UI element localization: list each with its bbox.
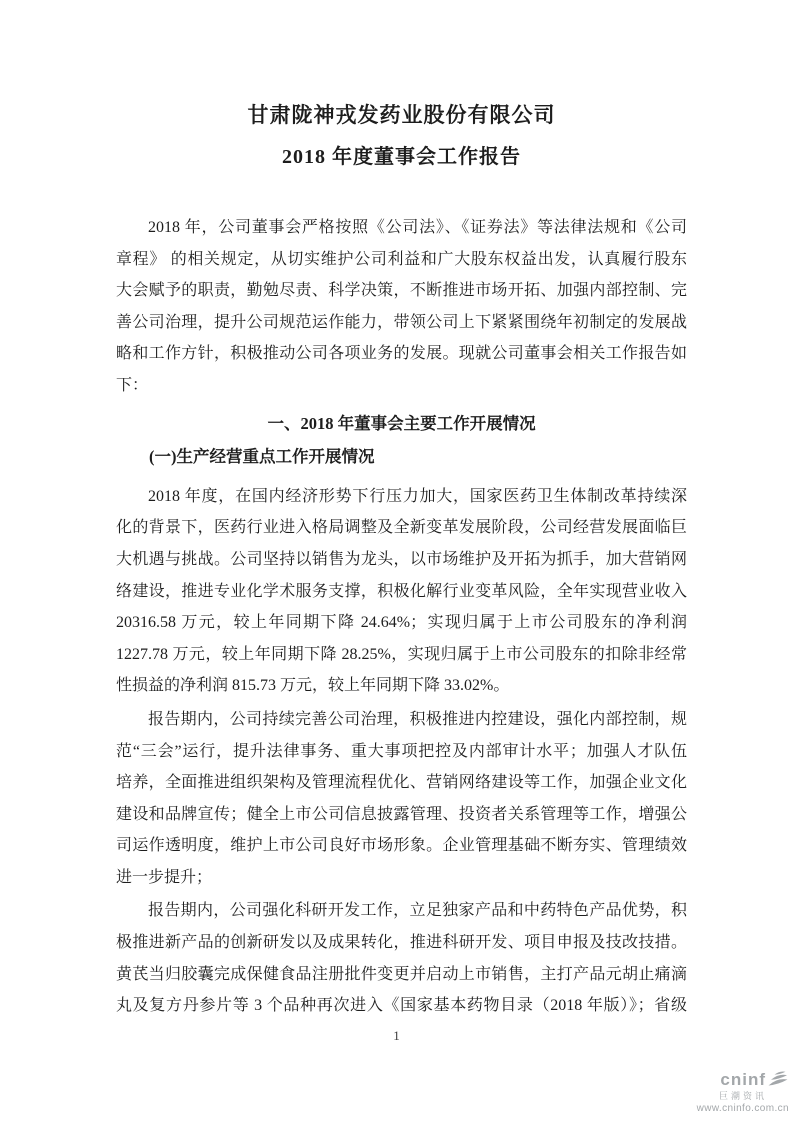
document-subtitle: 2018 年度董事会工作报告	[282, 146, 521, 168]
paragraph-line: 报告期内，公司强化科研开发工作，立足独家产品和中药特色产品优势，积	[148, 902, 687, 920]
paragraph-line: 进一步提升；	[116, 868, 213, 886]
paragraph-line: 司运作透明度，维护上市公司良好市场形象。企业管理基础不断夯实、管理绩效	[116, 837, 687, 855]
paragraph-line: 20316.58 万元，较上年同期下降 24.64%；实现归属于上市公司股东的净利润	[116, 614, 687, 632]
paragraph-line: 性损益的净利润 815.73 万元，较上年同期下降 33.02%。	[116, 677, 510, 695]
paragraph	[116, 212, 687, 402]
document-body	[116, 212, 687, 1022]
paragraph-line: 化的背景下，医药行业进入格局调整及全新变革发展阶段，公司经营发展面临巨	[116, 519, 687, 537]
paragraph-line: 下：	[116, 376, 149, 394]
cninfo-swirl-icon	[767, 1070, 789, 1090]
document-title: 甘肃陇神戎发药业股份有限公司	[247, 103, 556, 127]
page-number: 1	[393, 1028, 400, 1043]
paragraph-line: 丸及复方丹参片等 3 个品种再次进入《国家基本药物目录（2018 年版）》；省级	[116, 997, 687, 1015]
paragraph-line: 大会赋予的职责，勤勉尽责、科学决策，不断推进市场开拓、加强内部控制、完	[116, 282, 687, 300]
cninfo-logo	[697, 1070, 789, 1114]
cninfo-brand-row	[697, 1070, 789, 1090]
paragraph-line: 报告期内，公司持续完善公司治理，积极推进内控建设，强化内部控制，规	[148, 710, 687, 728]
paragraph-line: 极推进新产品的创新研发以及成果转化，推进科研开发、项目申报及技改技措。	[116, 934, 687, 952]
paragraph-line: 2018 年，公司董事会严格按照《公司法》、《证券法》等法律法规和《公司	[148, 219, 687, 236]
paragraph-line: 络建设，推进专业化学术服务支撑，积极化解行业变革风险，全年实现营业收入	[116, 582, 687, 600]
section-heading: 一、2018 年董事会主要工作开展情况	[267, 413, 536, 433]
paragraph-line: 黄芪当归胶囊完成保健食品注册批件变更并启动上市销售，主打产品元胡止痛滴	[116, 965, 687, 983]
paragraph-line: 2018 年度，在国内经济形势下行压力加大，国家医药卫生体制改革持续深	[148, 487, 687, 505]
paragraph-line: 范“三会”运行，提升法律事务、重大事项把控及内部审计水平；加强人才队伍	[116, 742, 687, 760]
paragraph-line: 建设和品牌宣传；健全上市公司信息披露管理、投资者关系管理等工作，增强公	[116, 805, 687, 823]
cninfo-brand-text: cninf	[720, 1070, 766, 1089]
subsection-heading: (一)生产经营重点工作开展情况	[149, 447, 375, 467]
paragraph-line: 培养，全面推进组织架构及管理流程优化、营销网络建设等工作，加强企业文化	[116, 774, 687, 792]
paragraph	[116, 704, 687, 894]
paragraph-line: 大机遇与挑战。公司坚持以销售为龙头，以市场维护及开拓为抓手，加大营销网	[116, 550, 687, 568]
paragraph	[116, 481, 687, 702]
cninfo-url: www.cninfo.com.cn	[696, 1103, 789, 1114]
paragraph-line: 章程》 的相关规定，从切实维护公司利益和广大股东权益出发，认真履行股东	[116, 250, 687, 268]
paragraph-line: 略和工作方针，积极推动公司各项业务的发展。现就公司董事会相关工作报告如	[116, 345, 687, 363]
paragraph-line: 善公司治理，提升公司规范运作能力，带领公司上下紧紧围绕年初制定的发展战	[116, 313, 687, 331]
paragraph	[116, 895, 687, 1021]
cninfo-chinese-name: 巨潮资讯	[718, 1091, 767, 1101]
paragraph-line: 1227.78 万元，较上年同期下降 28.25%，实现归属于上市公司股东的扣除非经常	[116, 645, 687, 663]
document-content	[116, 0, 687, 1022]
